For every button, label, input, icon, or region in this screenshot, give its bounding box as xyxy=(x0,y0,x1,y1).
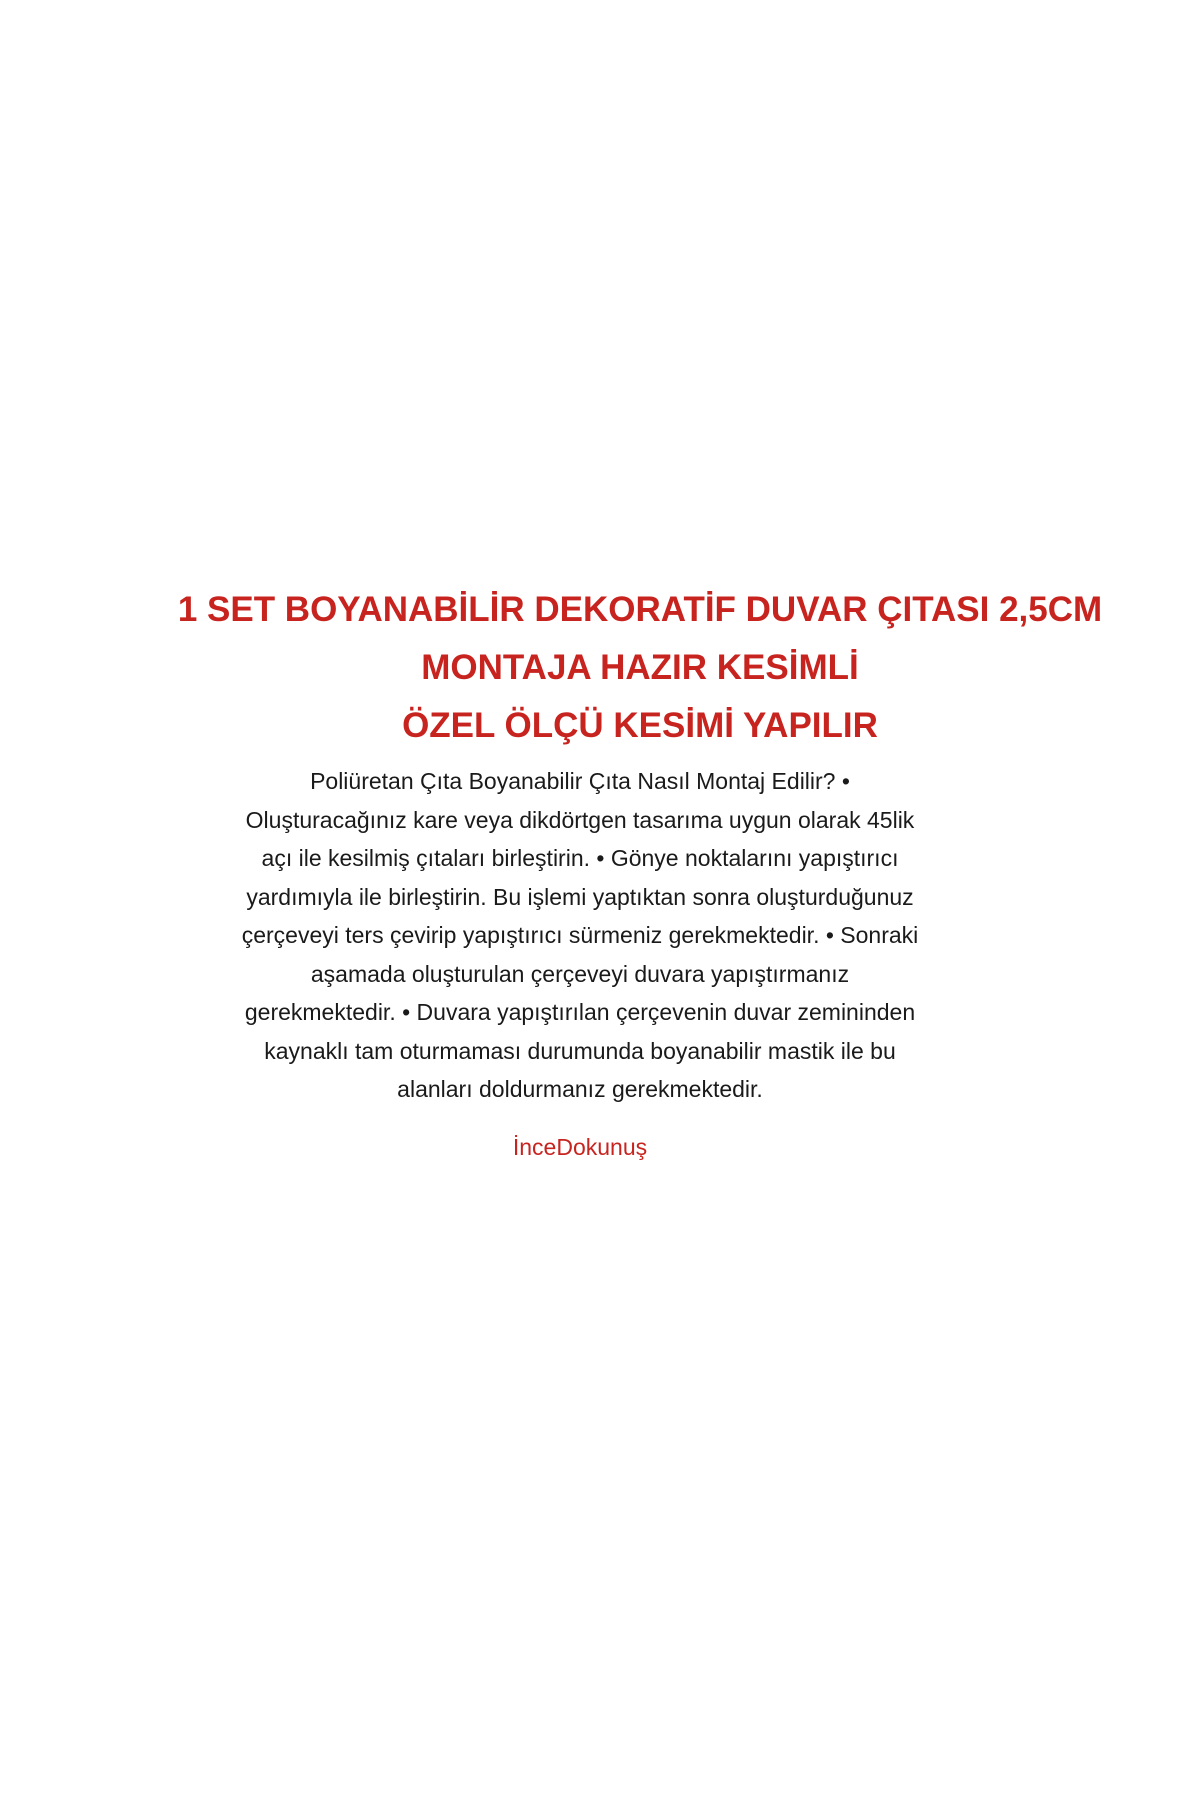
installation-description xyxy=(180,762,980,1109)
description-line: çerçeveyi ters çevirip yapıştırıcı sürmeniz gerekmektedir. • Sonraki xyxy=(241,922,919,948)
description-line: Oluşturacağınız kare veya dikdörtgen tasarıma uygun olarak 45lik xyxy=(245,806,915,833)
description-line: açı ile kesilmiş çıtaları birleştirin. • Gönye noktalarını yapıştırıcı xyxy=(261,845,899,871)
description-line: alanları doldurmanız gerekmektedir. xyxy=(397,1076,763,1102)
description-line: aşamada oluşturulan çerçeveyi duvara yapıştırmanız xyxy=(310,960,850,987)
page-title-line-2: MONTAJA HAZIR KESİMLİ xyxy=(421,648,859,687)
description-line: kaynaklı tam oturmaması durumunda boyanabilir mastik ile bu xyxy=(264,1037,896,1064)
page-title-line-1: 1 SET BOYANABİLİR DEKORATİF DUVAR ÇITASI 2,5CM xyxy=(177,590,1103,629)
description-line: gerekmektedir. • Duvara yapıştırılan çerçevenin duvar zemininden xyxy=(244,999,916,1025)
brand-name: İnceDokunuş xyxy=(512,1134,648,1160)
description-line: yardımıyla ile birleştirin. Bu işlemi yaptıktan sonra oluşturduğunuz xyxy=(246,883,914,910)
description-line: Poliüretan Çıta Boyanabilir Çıta Nasıl Montaj Edilir? • xyxy=(310,768,850,794)
page-title-line-3: ÖZEL ÖLÇÜ KESİMİ YAPILIR xyxy=(402,706,878,745)
